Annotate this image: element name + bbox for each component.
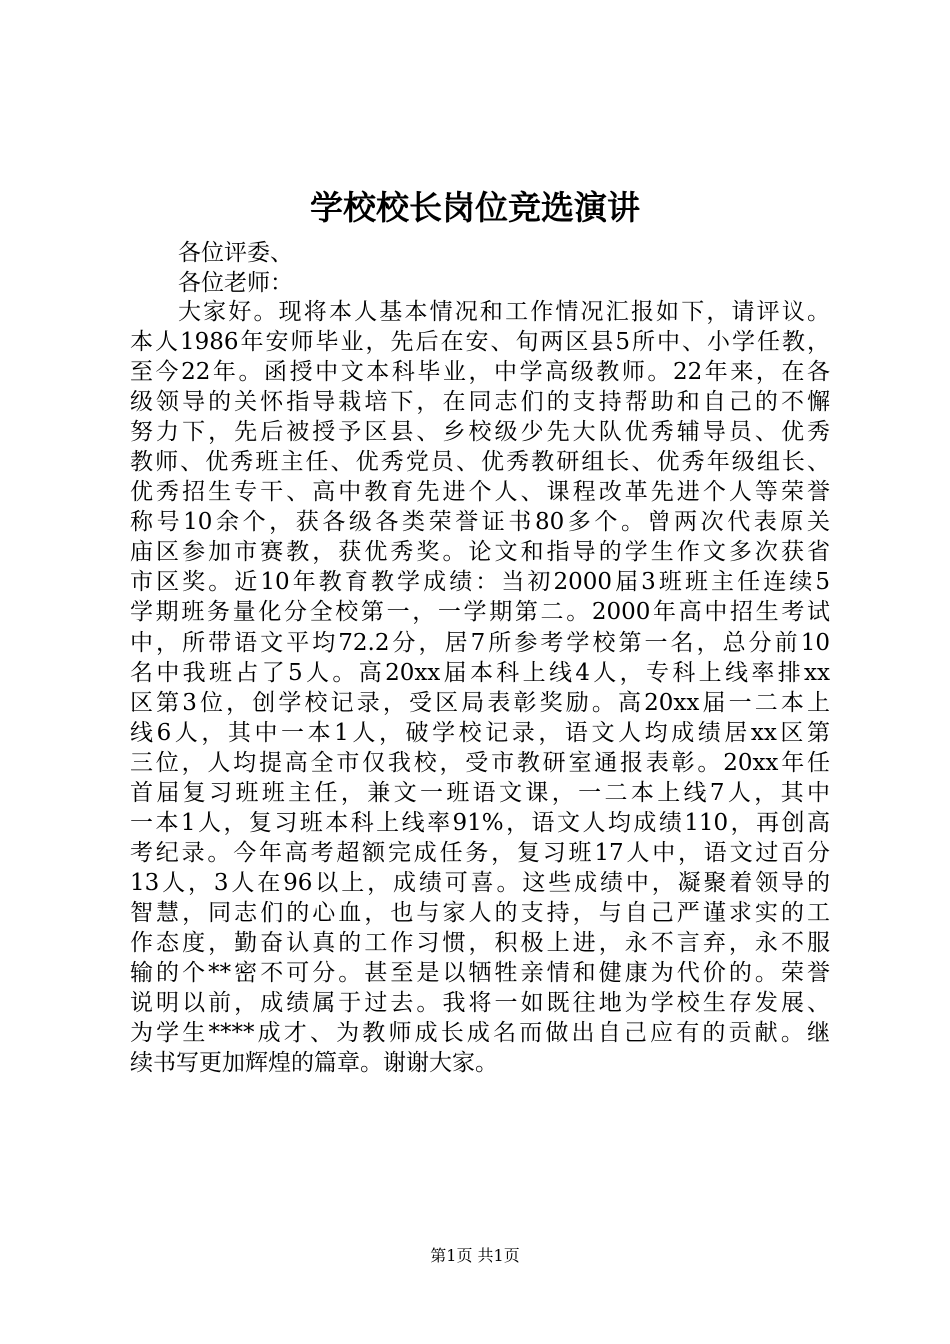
- body-line: 续书写更加辉煌的篇章。谢谢大家。: [130, 1050, 498, 1077]
- body-line: 学期班务量化分全校第一，一学期第二。2000年高中招生考试: [130, 599, 830, 626]
- body-line: 线6人，其中一本1人，破学校记录，语文人均成绩居xx区第: [130, 719, 830, 746]
- body-line: 教师、优秀班主任、优秀党员、优秀教研组长、优秀年级组长、: [130, 449, 830, 476]
- body-line: 区第3位，创学校记录，受区局表彰奖励。高20xx届一二本上: [130, 689, 830, 716]
- body-line: 作态度，勤奋认真的工作习惯，积极上进，永不言弃，永不服: [130, 929, 830, 956]
- body-line: 为学生****成才、为教师成长成名而做出自己应有的贡献。继: [130, 1020, 830, 1047]
- body-line: 智慧，同志们的心血，也与家人的支持，与自己严谨求实的工: [130, 899, 830, 926]
- body-line: 称号10余个，获各级各类荣誉证书80多个。曾两次代表原关: [130, 509, 830, 536]
- body-line: 输的个**密不可分。甚至是以牺牲亲情和健康为代价的。荣誉: [130, 960, 830, 987]
- page-footer: 第1页 共1页: [430, 1246, 520, 1265]
- body-line: 中，所带语文平均72.2分，居7所参考学校第一名，总分前10: [130, 629, 830, 656]
- body-line: 级领导的关怀指导栽培下，在同志们的支持帮助和自己的不懈: [130, 389, 830, 416]
- document-title: 学校校长岗位竞选演讲: [310, 188, 640, 227]
- body-line: 大家好。现将本人基本情况和工作情况汇报如下，请评议。: [178, 299, 830, 325]
- body-line: 至今22年。函授中文本科毕业，中学高级教师。22年来，在各: [130, 359, 830, 386]
- body-line: 市区奖。近10年教育教学成绩：当初2000届3班班主任连续5: [130, 569, 830, 596]
- body-line: 一本1人，复习班本科上线率91%，语文人均成绩110，再创高: [130, 809, 830, 836]
- body-line: 本人1986年安师毕业，先后在安、旬两区县5所中、小学任教，: [130, 329, 830, 356]
- salutation-teachers: 各位老师：: [178, 270, 293, 296]
- body-line: 三位，人均提高全市仅我校，受市教研室通报表彰。20xx年任: [130, 749, 830, 776]
- body-line: 名中我班占了5人。高20xx届本科上线4人，专科上线率排xx: [130, 659, 830, 686]
- body-line: 考纪录。今年高考超额完成任务，复习班17人中，语文过百分: [130, 839, 830, 866]
- salutation-judges: 各位评委、: [178, 240, 293, 266]
- body-line: 优秀招生专干、高中教育先进个人、课程改革先进个人等荣誉: [130, 479, 830, 506]
- speech-body: [130, 297, 830, 1078]
- body-line: 13人，3人在96以上，成绩可喜。这些成绩中，凝聚着领导的: [130, 869, 830, 896]
- body-line: 首届复习班班主任，兼文一班语文课，一二本上线7人，其中: [130, 779, 830, 806]
- body-line: 努力下，先后被授予区县、乡校级少先大队优秀辅导员、优秀: [130, 419, 830, 446]
- body-line: 说明以前，成绩属于过去。我将一如既往地为学校生存发展、: [130, 990, 830, 1017]
- body-line: 庙区参加市赛教，获优秀奖。论文和指导的学生作文多次获省: [130, 539, 830, 566]
